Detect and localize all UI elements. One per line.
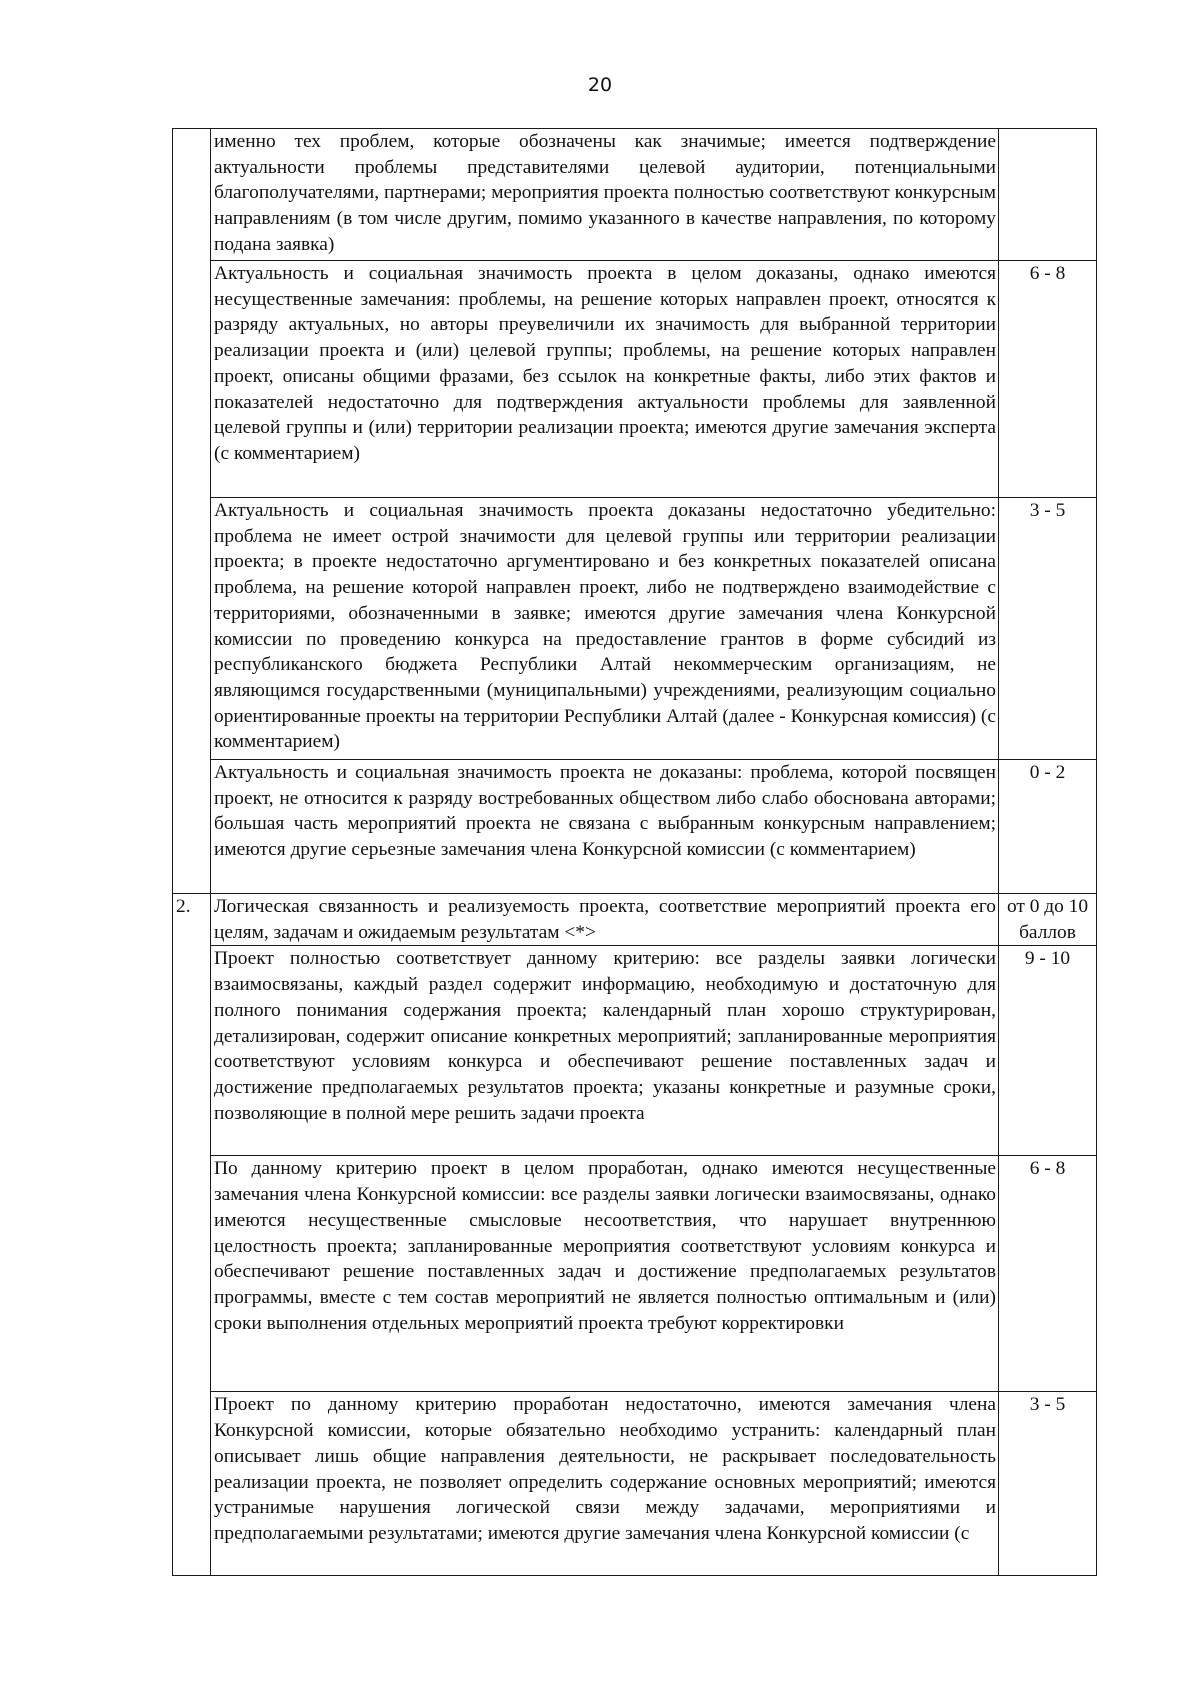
table-row (173, 946, 1097, 1156)
score-range-line: от 0 до 10 (1006, 896, 1089, 917)
table-row (173, 129, 1097, 261)
table-row (173, 760, 1097, 894)
criterion-number-cell (173, 946, 211, 1576)
criterion-description: Актуальность и социальная значимость проекта в целом доказаны, однако имеются несущественные замечания: проблемы, на решение которых направлен проект, относятся к разряду актуальных, но авторы преувеличили их значимость для выбранной территории реализации проекта и (или) целевой группы; проблемы, на решение которых направлен проект, описаны общими фразами, без ссылок на конкретные факты, либо этих фактов и показателей недостаточно для подтверждения актуальности проблемы для заявленной целевой группы и (или) территории реализации проекта; имеются другие замечания эксперта (с комментарием) (211, 261, 999, 498)
criterion-description: Проект по данному критерию проработан недостаточно, имеются замечания члена Конкурсной комиссии, которые обязательно необходимо устранить: календарный план описывает лишь общие направления деятельности, не раскрывает последовательность реализации проекта, не позволяет определить содержание основных мероприятий; имеются устранимые нарушения логической связи между задачами, мероприятиями и предполагаемыми результатами; имеются другие замечания члена Конкурсной комиссии (с (211, 1392, 999, 1576)
criterion-description: именно тех проблем, которые обозначены как значимые; имеется подтверждение актуальности проблемы представителями целевой аудитории, потенциальными благополучателями, партнерами; мероприятия проекта полностью соответствуют конкурсным направлениям (в том числе другим, помимо указанного в качестве направления, по которому подана заявка) (211, 129, 999, 261)
score-range (999, 894, 1097, 946)
page-number: 20 (587, 74, 613, 96)
criterion-description: Актуальность и социальная значимость проекта доказаны недостаточно убедительно: проблема не имеет острой значимости для целевой группы или территории реализации проекта; в проекте недостаточно аргументировано и без конкретных показателей описана проблема, на решение которой направлен проект, либо не подтверждено взаимодействие с территориями, обозначенными в заявке; имеются другие замечания члена Конкурсной комиссии по проведению конкурса на предоставление грантов в форме субсидий из республиканского бюджета Республики Алтай некоммерческим организациям, не являющимся государственными (муниципальными) учреждениями, реализующим социально ориентированные проекты на территории Республики Алтай (далее - Конкурсная комиссия) (с комментарием) (211, 498, 999, 760)
criterion-number-cell (173, 129, 211, 894)
table-row (173, 261, 1097, 498)
score-range-unit: баллов (1019, 921, 1076, 943)
criterion-description: Проект полностью соответствует данному критерию: все разделы заявки логически взаимосвязаны, каждый раздел содержит информацию, необходимую и достаточную для полного понимания содержания проекта; календарный план хорошо структурирован, детализирован, содержит описание конкретных мероприятий; запланированные мероприятия соответствуют условиям конкурса и обеспечивают решение поставленных задач и достижение предполагаемых результатов проекта; указаны конкретные и разумные сроки, позволяющие в полной мере решить задачи проекта (211, 946, 999, 1156)
score-range: 0 - 2 (999, 760, 1097, 894)
criterion-description: Актуальность и социальная значимость проекта не доказаны: проблема, которой посвящен проект, не относится к разряду востребованных обществом либо слабо обоснована авторами; большая часть мероприятий проекта не связана с выбранным конкурсным направлением; имеются другие серьезные замечания члена Конкурсной комиссии (с комментарием) (211, 760, 999, 894)
score-range: 3 - 5 (999, 498, 1097, 760)
table-row (173, 498, 1097, 760)
score-range: 6 - 8 (999, 1156, 1097, 1392)
score-range (999, 129, 1097, 261)
table-row (173, 1392, 1097, 1576)
table-row (173, 1156, 1097, 1392)
criterion-description: По данному критерию проект в целом проработан, однако имеются несущественные замечания члена Конкурсной комиссии: все разделы заявки логически взаимосвязаны, однако имеются несущественные смысловые несоответствия, что нарушает внутреннюю целостность проекта; запланированные мероприятия соответствуют условиям конкурса и обеспечивают решение поставленных задач и достижение предполагаемых результатов программы, вместе с тем состав мероприятий не является полностью оптимальным и (или) сроки выполнения отдельных мероприятий проекта требуют корректировки (211, 1156, 999, 1392)
score-range: 9 - 10 (999, 946, 1097, 1156)
criterion-number-cell: 2. (173, 894, 211, 946)
criterion-heading: Логическая связанность и реализуемость проекта, соответствие мероприятий проекта его целям, задачам и ожидаемым результатам <*> (211, 894, 999, 946)
criteria-table (172, 128, 1097, 1576)
score-range: 3 - 5 (999, 1392, 1097, 1576)
score-range: 6 - 8 (999, 261, 1097, 498)
table-row (173, 894, 1097, 946)
